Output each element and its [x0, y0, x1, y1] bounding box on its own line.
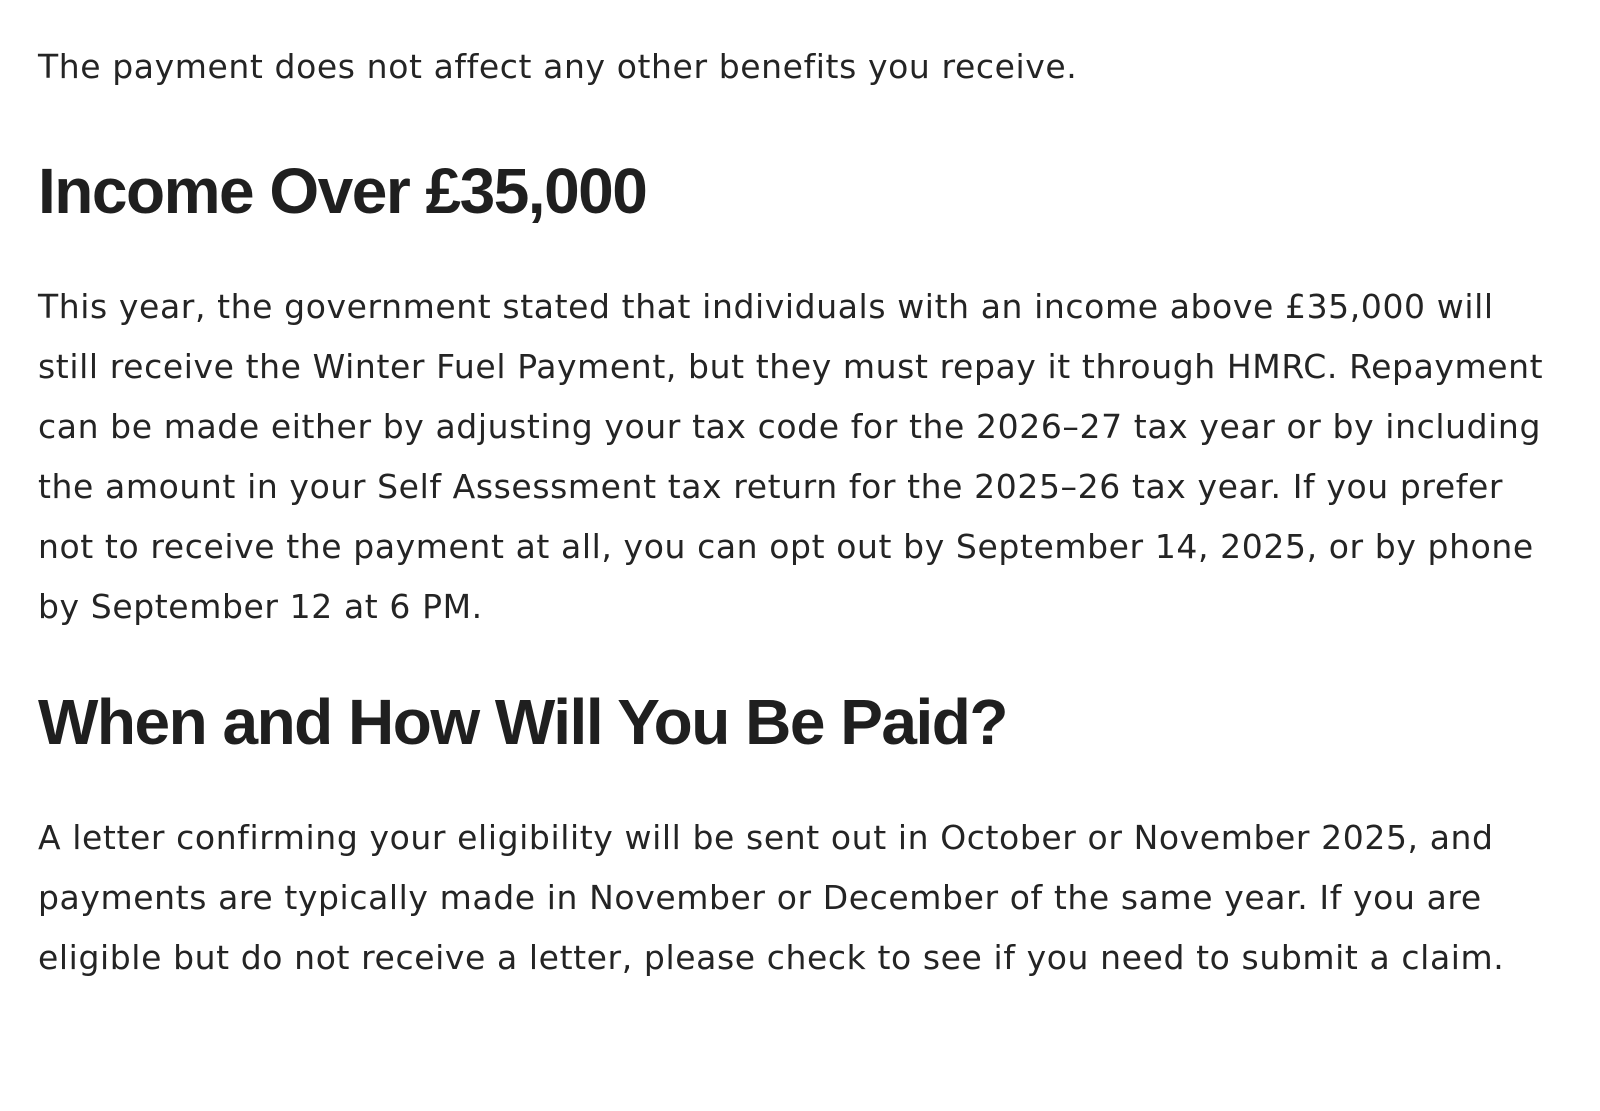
intro-paragraph: The payment does not affect any other benefits you receive.	[38, 47, 1078, 86]
section-heading-income: Income Over £35,000	[38, 155, 647, 227]
section-paragraph-income: This year, the government stated that individuals with an income above £35,000 will still receive the Winter Fuel Payment, but they must repay it through HMRC. Repayment can be made either by adjusting your tax code for the 2026–27 tax year or by including the amount in your Self Assessment tax return for the 2025–26 tax year. If you prefer not to receive the payment at all, you can opt out by September 14, 2025, or by phone by September 12 at 6 PM.	[38, 287, 1544, 626]
section-heading-payment-timing: When and How Will You Be Paid?	[38, 686, 1007, 758]
section-paragraph-payment-timing: A letter confirming your eligibility will be sent out in October or November 2025, and payments are typically made in November or December of the same year. If you are eligible but do not receive a letter, please check to see if you need to submit a claim.	[38, 818, 1505, 977]
